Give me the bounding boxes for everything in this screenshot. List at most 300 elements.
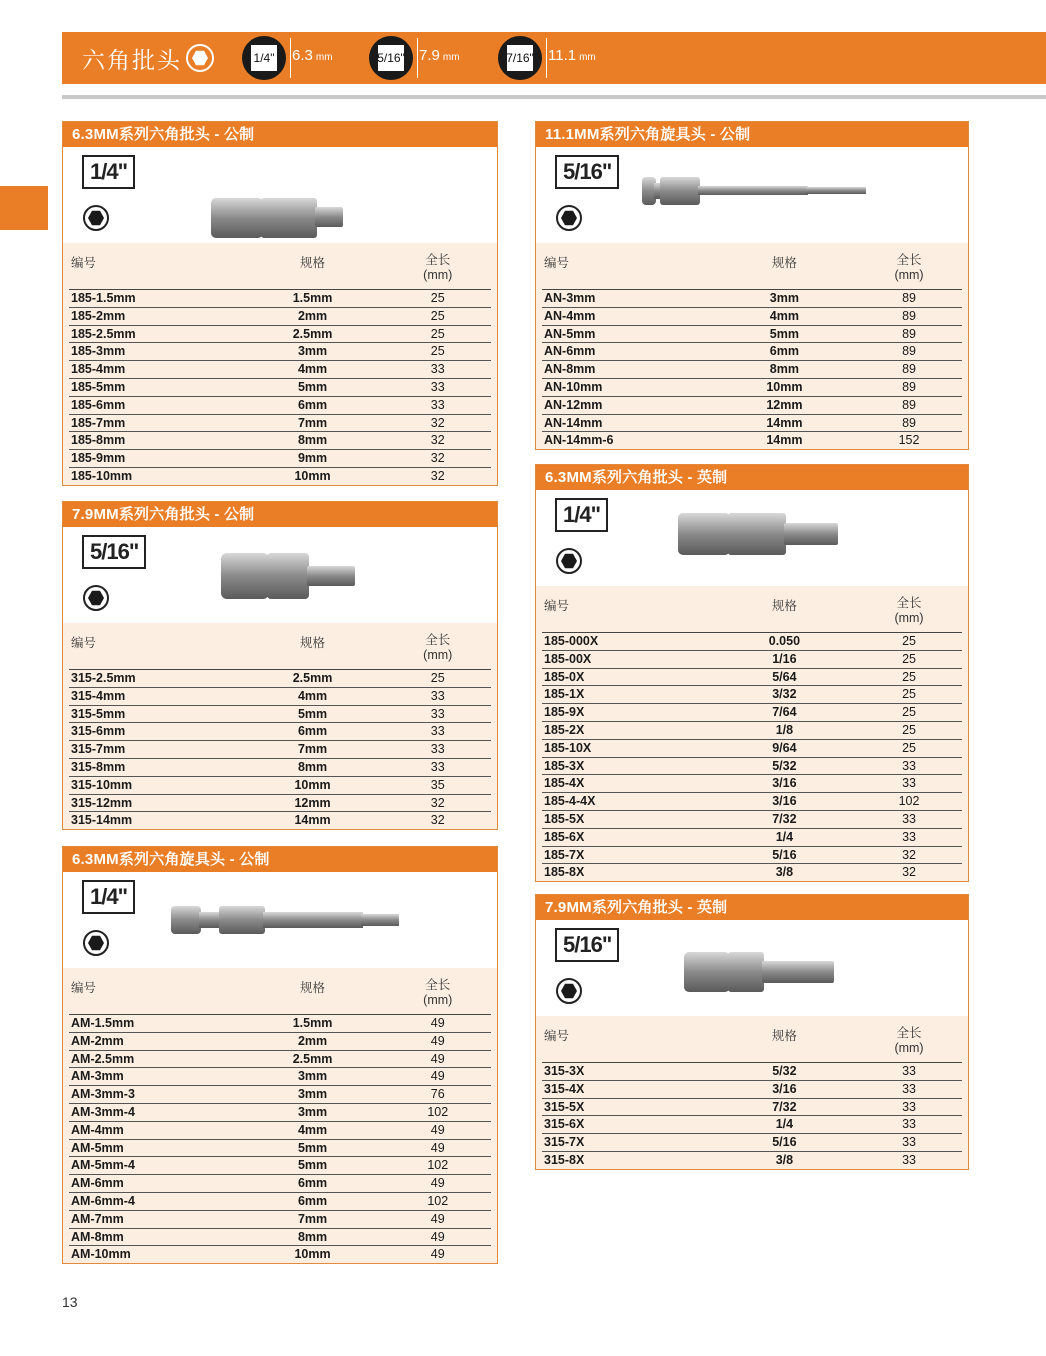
overall-length: 25 bbox=[430, 344, 445, 359]
spec-size: 5/32 bbox=[772, 758, 797, 773]
part-number: 185-5mm bbox=[71, 379, 126, 394]
part-number: 315-2.5mm bbox=[71, 671, 136, 685]
spec-size: 3/8 bbox=[775, 1152, 794, 1167]
part-number: AM-5mm-4 bbox=[71, 1158, 135, 1173]
part-number: 185-10mm bbox=[71, 468, 133, 483]
overall-length: 76 bbox=[430, 1087, 445, 1102]
part-number: 315-4X bbox=[544, 1081, 585, 1096]
overall-length: 33 bbox=[430, 724, 445, 739]
power-bit-image bbox=[640, 173, 870, 209]
overall-length: 33 bbox=[902, 1081, 916, 1096]
part-number: 185-2mm bbox=[71, 308, 126, 323]
table-row bbox=[69, 415, 491, 433]
section-6-3mm-metric-bits bbox=[62, 121, 498, 486]
spec-size: 3/32 bbox=[772, 687, 797, 702]
table-row bbox=[542, 343, 962, 361]
part-number: AN-3mm bbox=[544, 291, 596, 305]
spec-size: 12mm bbox=[766, 397, 803, 412]
overall-length: 25 bbox=[902, 722, 916, 737]
spec-size: 12mm bbox=[294, 795, 331, 810]
table-row bbox=[69, 1246, 491, 1263]
part-number: AM-3mm-4 bbox=[71, 1104, 135, 1119]
size-label: 1/4" bbox=[555, 498, 608, 532]
spec-size: 3mm bbox=[297, 344, 328, 359]
part-number: 185-00X bbox=[544, 651, 592, 666]
spec-size: 7mm bbox=[297, 742, 328, 757]
size-badge bbox=[498, 36, 542, 80]
spec-size: 5mm bbox=[297, 1158, 328, 1173]
part-number: 315-14mm bbox=[71, 813, 133, 828]
spec-size: 6mm bbox=[297, 1193, 328, 1208]
spec-size: 6mm bbox=[769, 344, 799, 359]
table-row bbox=[69, 1015, 491, 1033]
table-row bbox=[69, 795, 491, 813]
table-row bbox=[542, 379, 962, 397]
product-image-area bbox=[536, 147, 968, 243]
spec-table bbox=[63, 243, 497, 485]
overall-length: 32 bbox=[902, 847, 916, 862]
part-number: 315-5X bbox=[544, 1099, 585, 1114]
section-title: 7.9MM系列六角批头 - 英制 bbox=[536, 895, 968, 920]
spec-size: 2.5mm bbox=[292, 326, 333, 341]
table-row bbox=[69, 1104, 491, 1122]
overall-length: 25 bbox=[902, 634, 916, 648]
overall-length: 89 bbox=[902, 308, 916, 323]
spec-size: 10mm bbox=[294, 777, 331, 792]
table-row bbox=[542, 847, 962, 865]
hex-icon bbox=[83, 585, 109, 611]
side-tab bbox=[0, 186, 48, 230]
overall-length: 89 bbox=[902, 291, 916, 305]
part-number: 185-000X bbox=[544, 634, 599, 648]
spec-size: 14mm bbox=[766, 433, 803, 448]
size-label: 5/16" bbox=[82, 535, 146, 569]
overall-length: 49 bbox=[430, 1229, 445, 1244]
part-number: AM-3mm-3 bbox=[71, 1087, 135, 1102]
table-row bbox=[69, 777, 491, 795]
spec-table bbox=[536, 586, 968, 881]
overall-length: 32 bbox=[430, 813, 445, 828]
overall-length: 25 bbox=[430, 291, 445, 305]
overall-length: 49 bbox=[430, 1033, 445, 1048]
overall-length: 33 bbox=[430, 742, 445, 757]
size-fraction: 7/16" bbox=[507, 45, 533, 71]
overall-length: 33 bbox=[902, 1064, 916, 1078]
table-row bbox=[542, 1116, 962, 1134]
overall-length: 33 bbox=[430, 362, 445, 377]
part-number: 185-5X bbox=[544, 811, 585, 826]
header-title: 六角批头 bbox=[82, 47, 182, 73]
overall-length: 25 bbox=[430, 308, 445, 323]
part-number: AM-4mm bbox=[71, 1122, 124, 1137]
page-number: 13 bbox=[62, 1294, 78, 1310]
part-number: AN-10mm bbox=[544, 379, 603, 394]
part-number: 185-9X bbox=[544, 705, 585, 720]
overall-length: 33 bbox=[430, 759, 445, 774]
table-row bbox=[542, 864, 962, 881]
part-number: 315-8X bbox=[544, 1152, 585, 1167]
spec-size: 2mm bbox=[297, 308, 328, 323]
product-image-area bbox=[63, 872, 497, 968]
table-row bbox=[542, 722, 962, 740]
part-number: 315-6mm bbox=[71, 724, 126, 739]
table-row bbox=[69, 1175, 491, 1193]
spec-size: 6mm bbox=[297, 724, 328, 739]
overall-length: 49 bbox=[430, 1247, 445, 1262]
size-badge bbox=[242, 36, 286, 80]
spec-size: 14mm bbox=[766, 415, 803, 430]
spec-table bbox=[63, 968, 497, 1263]
table-row bbox=[69, 759, 491, 777]
overall-length: 33 bbox=[902, 776, 916, 791]
spec-size: 4mm bbox=[297, 1122, 328, 1137]
overall-length: 49 bbox=[430, 1176, 445, 1191]
spec-size: 1/8 bbox=[775, 722, 794, 737]
spec-size: 1.5mm bbox=[292, 1016, 333, 1030]
overall-length: 33 bbox=[430, 397, 445, 412]
table-row bbox=[69, 379, 491, 397]
spec-size: 5/16 bbox=[772, 1135, 797, 1150]
hex-bit-image bbox=[676, 510, 842, 558]
table-header: 编号 规格 全长 (mm) bbox=[542, 251, 962, 290]
spec-size: 5mm bbox=[297, 379, 328, 394]
spec-size: 10mm bbox=[766, 379, 803, 394]
overall-length: 33 bbox=[430, 706, 445, 721]
table-row bbox=[542, 290, 962, 308]
table-row bbox=[69, 326, 491, 344]
overall-length: 102 bbox=[427, 1104, 449, 1119]
size-label: 5/16" bbox=[555, 155, 619, 189]
section-title: 7.9MM系列六角批头 - 公制 bbox=[63, 502, 497, 527]
overall-length: 102 bbox=[427, 1158, 449, 1173]
spec-size: 3mm bbox=[297, 1104, 328, 1119]
part-number: AM-5mm bbox=[71, 1140, 124, 1155]
spec-size: 7mm bbox=[297, 1211, 328, 1226]
table-row bbox=[69, 1211, 491, 1229]
table-row bbox=[542, 432, 962, 449]
spec-size: 5/32 bbox=[772, 1064, 797, 1078]
part-number: 185-3mm bbox=[71, 344, 126, 359]
spec-size: 7/32 bbox=[772, 811, 797, 826]
part-number: 185-4X bbox=[544, 776, 585, 791]
size-dimension: 7.9 mm bbox=[419, 47, 460, 64]
spec-size: 1/4 bbox=[775, 829, 794, 844]
section-7-9mm-imperial-bits bbox=[535, 894, 969, 1170]
table-row bbox=[69, 1122, 491, 1140]
table-row bbox=[69, 468, 491, 485]
spec-size: 7mm bbox=[297, 415, 328, 430]
section-11-1mm-metric-power-bits bbox=[535, 121, 969, 450]
spec-size: 3mm bbox=[769, 291, 799, 305]
section-6-3mm-metric-power-bits bbox=[62, 846, 498, 1264]
section-title: 11.1MM系列六角旋具头 - 公制 bbox=[536, 122, 968, 147]
table-row bbox=[542, 308, 962, 326]
table-row bbox=[69, 1140, 491, 1158]
part-number: AM-2mm bbox=[71, 1033, 124, 1048]
overall-length: 49 bbox=[430, 1069, 445, 1084]
table-row bbox=[69, 1086, 491, 1104]
overall-length: 89 bbox=[902, 362, 916, 377]
spec-size: 5/16 bbox=[772, 847, 797, 862]
spec-size: 3/8 bbox=[775, 865, 794, 880]
product-image-area bbox=[536, 490, 968, 586]
part-number: 185-4-4X bbox=[544, 794, 596, 809]
table-row bbox=[69, 1051, 491, 1069]
spec-size: 0.050 bbox=[768, 634, 801, 648]
header-band bbox=[62, 32, 1046, 84]
size-label: 1/4" bbox=[82, 155, 135, 189]
table-row bbox=[542, 633, 962, 651]
part-number: AN-12mm bbox=[544, 397, 603, 412]
power-bit-image bbox=[169, 902, 405, 938]
spec-size: 9mm bbox=[297, 451, 328, 466]
overall-length: 89 bbox=[902, 415, 916, 430]
part-number: AN-8mm bbox=[544, 362, 596, 377]
hex-bit-image bbox=[209, 195, 349, 241]
part-number: 185-0X bbox=[544, 669, 585, 684]
part-number: 315-4mm bbox=[71, 688, 126, 703]
table-row bbox=[542, 669, 962, 687]
table-row bbox=[542, 829, 962, 847]
spec-size: 1.5mm bbox=[292, 291, 333, 305]
table-row bbox=[69, 397, 491, 415]
spec-size: 3/16 bbox=[772, 1081, 797, 1096]
spec-size: 4mm bbox=[297, 362, 328, 377]
overall-length: 33 bbox=[430, 688, 445, 703]
product-image-area bbox=[63, 147, 497, 243]
overall-length: 89 bbox=[902, 379, 916, 394]
hex-icon bbox=[556, 978, 582, 1004]
overall-length: 49 bbox=[430, 1211, 445, 1226]
overall-length: 33 bbox=[902, 811, 916, 826]
table-row bbox=[542, 1134, 962, 1152]
overall-length: 32 bbox=[430, 415, 445, 430]
hex-icon bbox=[556, 548, 582, 574]
spec-size: 5mm bbox=[297, 706, 328, 721]
part-number: 315-6X bbox=[544, 1117, 585, 1132]
table-header: 编号 规格 全长 (mm) bbox=[69, 251, 491, 290]
overall-length: 33 bbox=[902, 1117, 916, 1132]
overall-length: 102 bbox=[898, 794, 920, 809]
spec-size: 8mm bbox=[297, 433, 328, 448]
overall-length: 35 bbox=[430, 777, 445, 792]
overall-length: 33 bbox=[902, 1152, 916, 1167]
spec-size: 2mm bbox=[297, 1033, 328, 1048]
overall-length: 25 bbox=[430, 671, 445, 685]
overall-length: 32 bbox=[430, 433, 445, 448]
part-number: AM-7mm bbox=[71, 1211, 124, 1226]
table-row bbox=[542, 326, 962, 344]
hex-icon bbox=[83, 930, 109, 956]
part-number: AM-1.5mm bbox=[71, 1016, 135, 1030]
table-row bbox=[542, 793, 962, 811]
header-divider bbox=[62, 95, 1046, 99]
table-row bbox=[69, 1229, 491, 1247]
part-number: 315-10mm bbox=[71, 777, 133, 792]
part-number: 185-7mm bbox=[71, 415, 126, 430]
overall-length: 25 bbox=[902, 651, 916, 666]
section-6-3mm-imperial-bits bbox=[535, 464, 969, 882]
spec-size: 3/16 bbox=[772, 794, 797, 809]
part-number: AM-8mm bbox=[71, 1229, 124, 1244]
spec-table bbox=[536, 1016, 968, 1169]
spec-size: 5mm bbox=[297, 1140, 328, 1155]
overall-length: 49 bbox=[430, 1016, 445, 1030]
spec-size: 5mm bbox=[769, 326, 799, 341]
spec-size: 10mm bbox=[294, 1247, 331, 1262]
table-row bbox=[542, 415, 962, 433]
overall-length: 49 bbox=[430, 1122, 445, 1137]
spec-size: 9/64 bbox=[772, 740, 797, 755]
table-row bbox=[542, 1063, 962, 1081]
hex-icon bbox=[83, 205, 109, 231]
size-label: 1/4" bbox=[82, 880, 135, 914]
overall-length: 89 bbox=[902, 326, 916, 341]
spec-size: 3/16 bbox=[772, 776, 797, 791]
spec-size: 14mm bbox=[294, 813, 331, 828]
table-header: 编号 规格 全长 (mm) bbox=[542, 594, 962, 633]
overall-length: 33 bbox=[902, 1099, 916, 1114]
section-title: 6.3MM系列六角批头 - 英制 bbox=[536, 465, 968, 490]
spec-size: 10mm bbox=[294, 468, 331, 483]
table-row bbox=[542, 651, 962, 669]
spec-size: 1/4 bbox=[775, 1117, 794, 1132]
spec-size: 6mm bbox=[297, 397, 328, 412]
table-row bbox=[69, 432, 491, 450]
overall-length: 32 bbox=[430, 795, 445, 810]
table-row bbox=[69, 1033, 491, 1051]
size-fraction: 1/4" bbox=[251, 45, 277, 71]
size-dimension: 6.3 mm bbox=[292, 47, 333, 64]
spec-size: 8mm bbox=[297, 759, 328, 774]
table-row bbox=[69, 706, 491, 724]
overall-length: 89 bbox=[902, 344, 916, 359]
spec-size: 6mm bbox=[297, 1176, 328, 1191]
part-number: 185-8X bbox=[544, 865, 585, 880]
spec-size: 4mm bbox=[297, 688, 328, 703]
part-number: 315-12mm bbox=[71, 795, 133, 810]
table-row bbox=[542, 1099, 962, 1117]
overall-length: 49 bbox=[430, 1051, 445, 1066]
overall-length: 102 bbox=[427, 1193, 449, 1208]
table-row bbox=[542, 811, 962, 829]
overall-length: 25 bbox=[430, 326, 445, 341]
hex-icon bbox=[556, 205, 582, 231]
part-number: 185-10X bbox=[544, 740, 592, 755]
spec-size: 7/64 bbox=[772, 705, 797, 720]
part-number: 315-7X bbox=[544, 1135, 585, 1150]
table-row bbox=[69, 741, 491, 759]
section-title: 6.3MM系列六角旋具头 - 公制 bbox=[63, 847, 497, 872]
spec-size: 2.5mm bbox=[292, 671, 333, 685]
spec-size: 5/64 bbox=[772, 669, 797, 684]
table-row bbox=[542, 740, 962, 758]
hex-icon bbox=[186, 44, 214, 72]
table-row bbox=[542, 361, 962, 379]
table-header: 编号 规格 全长 (mm) bbox=[69, 631, 491, 670]
part-number: AM-10mm bbox=[71, 1247, 131, 1262]
size-dimension: 11.1 mm bbox=[548, 47, 596, 64]
part-number: 185-2.5mm bbox=[71, 326, 136, 341]
part-number: 315-7mm bbox=[71, 742, 126, 757]
table-row bbox=[69, 343, 491, 361]
table-row bbox=[542, 775, 962, 793]
overall-length: 32 bbox=[902, 865, 916, 880]
spec-size: 4mm bbox=[769, 308, 799, 323]
part-number: AM-6mm-4 bbox=[71, 1193, 135, 1208]
spec-table bbox=[63, 623, 497, 829]
overall-length: 25 bbox=[902, 705, 916, 720]
part-number: 315-5mm bbox=[71, 706, 126, 721]
part-number: 185-7X bbox=[544, 847, 585, 862]
spec-size: 3mm bbox=[297, 1087, 328, 1102]
table-row bbox=[69, 688, 491, 706]
overall-length: 89 bbox=[902, 397, 916, 412]
overall-length: 32 bbox=[430, 451, 445, 466]
part-number: AN-6mm bbox=[544, 344, 596, 359]
part-number: 185-9mm bbox=[71, 451, 126, 466]
size-label: 5/16" bbox=[555, 928, 619, 962]
table-row bbox=[69, 1157, 491, 1175]
table-row bbox=[69, 450, 491, 468]
section-7-9mm-metric-bits bbox=[62, 501, 498, 830]
overall-length: 25 bbox=[902, 687, 916, 702]
spec-size: 7/32 bbox=[772, 1099, 797, 1114]
spec-size: 8mm bbox=[297, 1229, 328, 1244]
overall-length: 49 bbox=[430, 1140, 445, 1155]
part-number: AN-14mm-6 bbox=[544, 433, 614, 448]
table-row bbox=[542, 686, 962, 704]
part-number: 185-6X bbox=[544, 829, 585, 844]
part-number: AN-4mm bbox=[544, 308, 596, 323]
size-fraction: 5/16" bbox=[378, 45, 404, 71]
table-row bbox=[542, 1152, 962, 1169]
table-row bbox=[69, 812, 491, 829]
table-row bbox=[542, 704, 962, 722]
part-number: AM-6mm bbox=[71, 1176, 124, 1191]
table-row bbox=[69, 1193, 491, 1211]
part-number: 185-1.5mm bbox=[71, 291, 136, 305]
table-row bbox=[69, 308, 491, 326]
spec-table bbox=[536, 243, 968, 449]
product-image-area bbox=[63, 527, 497, 623]
table-row bbox=[542, 1081, 962, 1099]
table-header: 编号 规格 全长 (mm) bbox=[542, 1024, 962, 1063]
overall-length: 25 bbox=[902, 669, 916, 684]
part-number: 315-3X bbox=[544, 1064, 585, 1078]
table-row bbox=[69, 670, 491, 688]
part-number: 185-2X bbox=[544, 722, 585, 737]
hex-bit-image bbox=[219, 551, 359, 601]
overall-length: 152 bbox=[898, 433, 920, 448]
overall-length: 33 bbox=[902, 1135, 916, 1150]
part-number: 185-6mm bbox=[71, 397, 126, 412]
hex-bit-image bbox=[682, 950, 838, 994]
part-number: AN-14mm bbox=[544, 415, 603, 430]
product-image-area bbox=[536, 920, 968, 1016]
part-number: 185-4mm bbox=[71, 362, 126, 377]
table-row bbox=[69, 723, 491, 741]
overall-length: 25 bbox=[902, 740, 916, 755]
table-row bbox=[69, 1068, 491, 1086]
spec-size: 2.5mm bbox=[292, 1051, 333, 1066]
table-row bbox=[542, 758, 962, 776]
overall-length: 32 bbox=[430, 468, 445, 483]
table-row bbox=[542, 397, 962, 415]
part-number: 185-3X bbox=[544, 758, 585, 773]
size-badge bbox=[369, 36, 413, 80]
part-number: AM-2.5mm bbox=[71, 1051, 135, 1066]
